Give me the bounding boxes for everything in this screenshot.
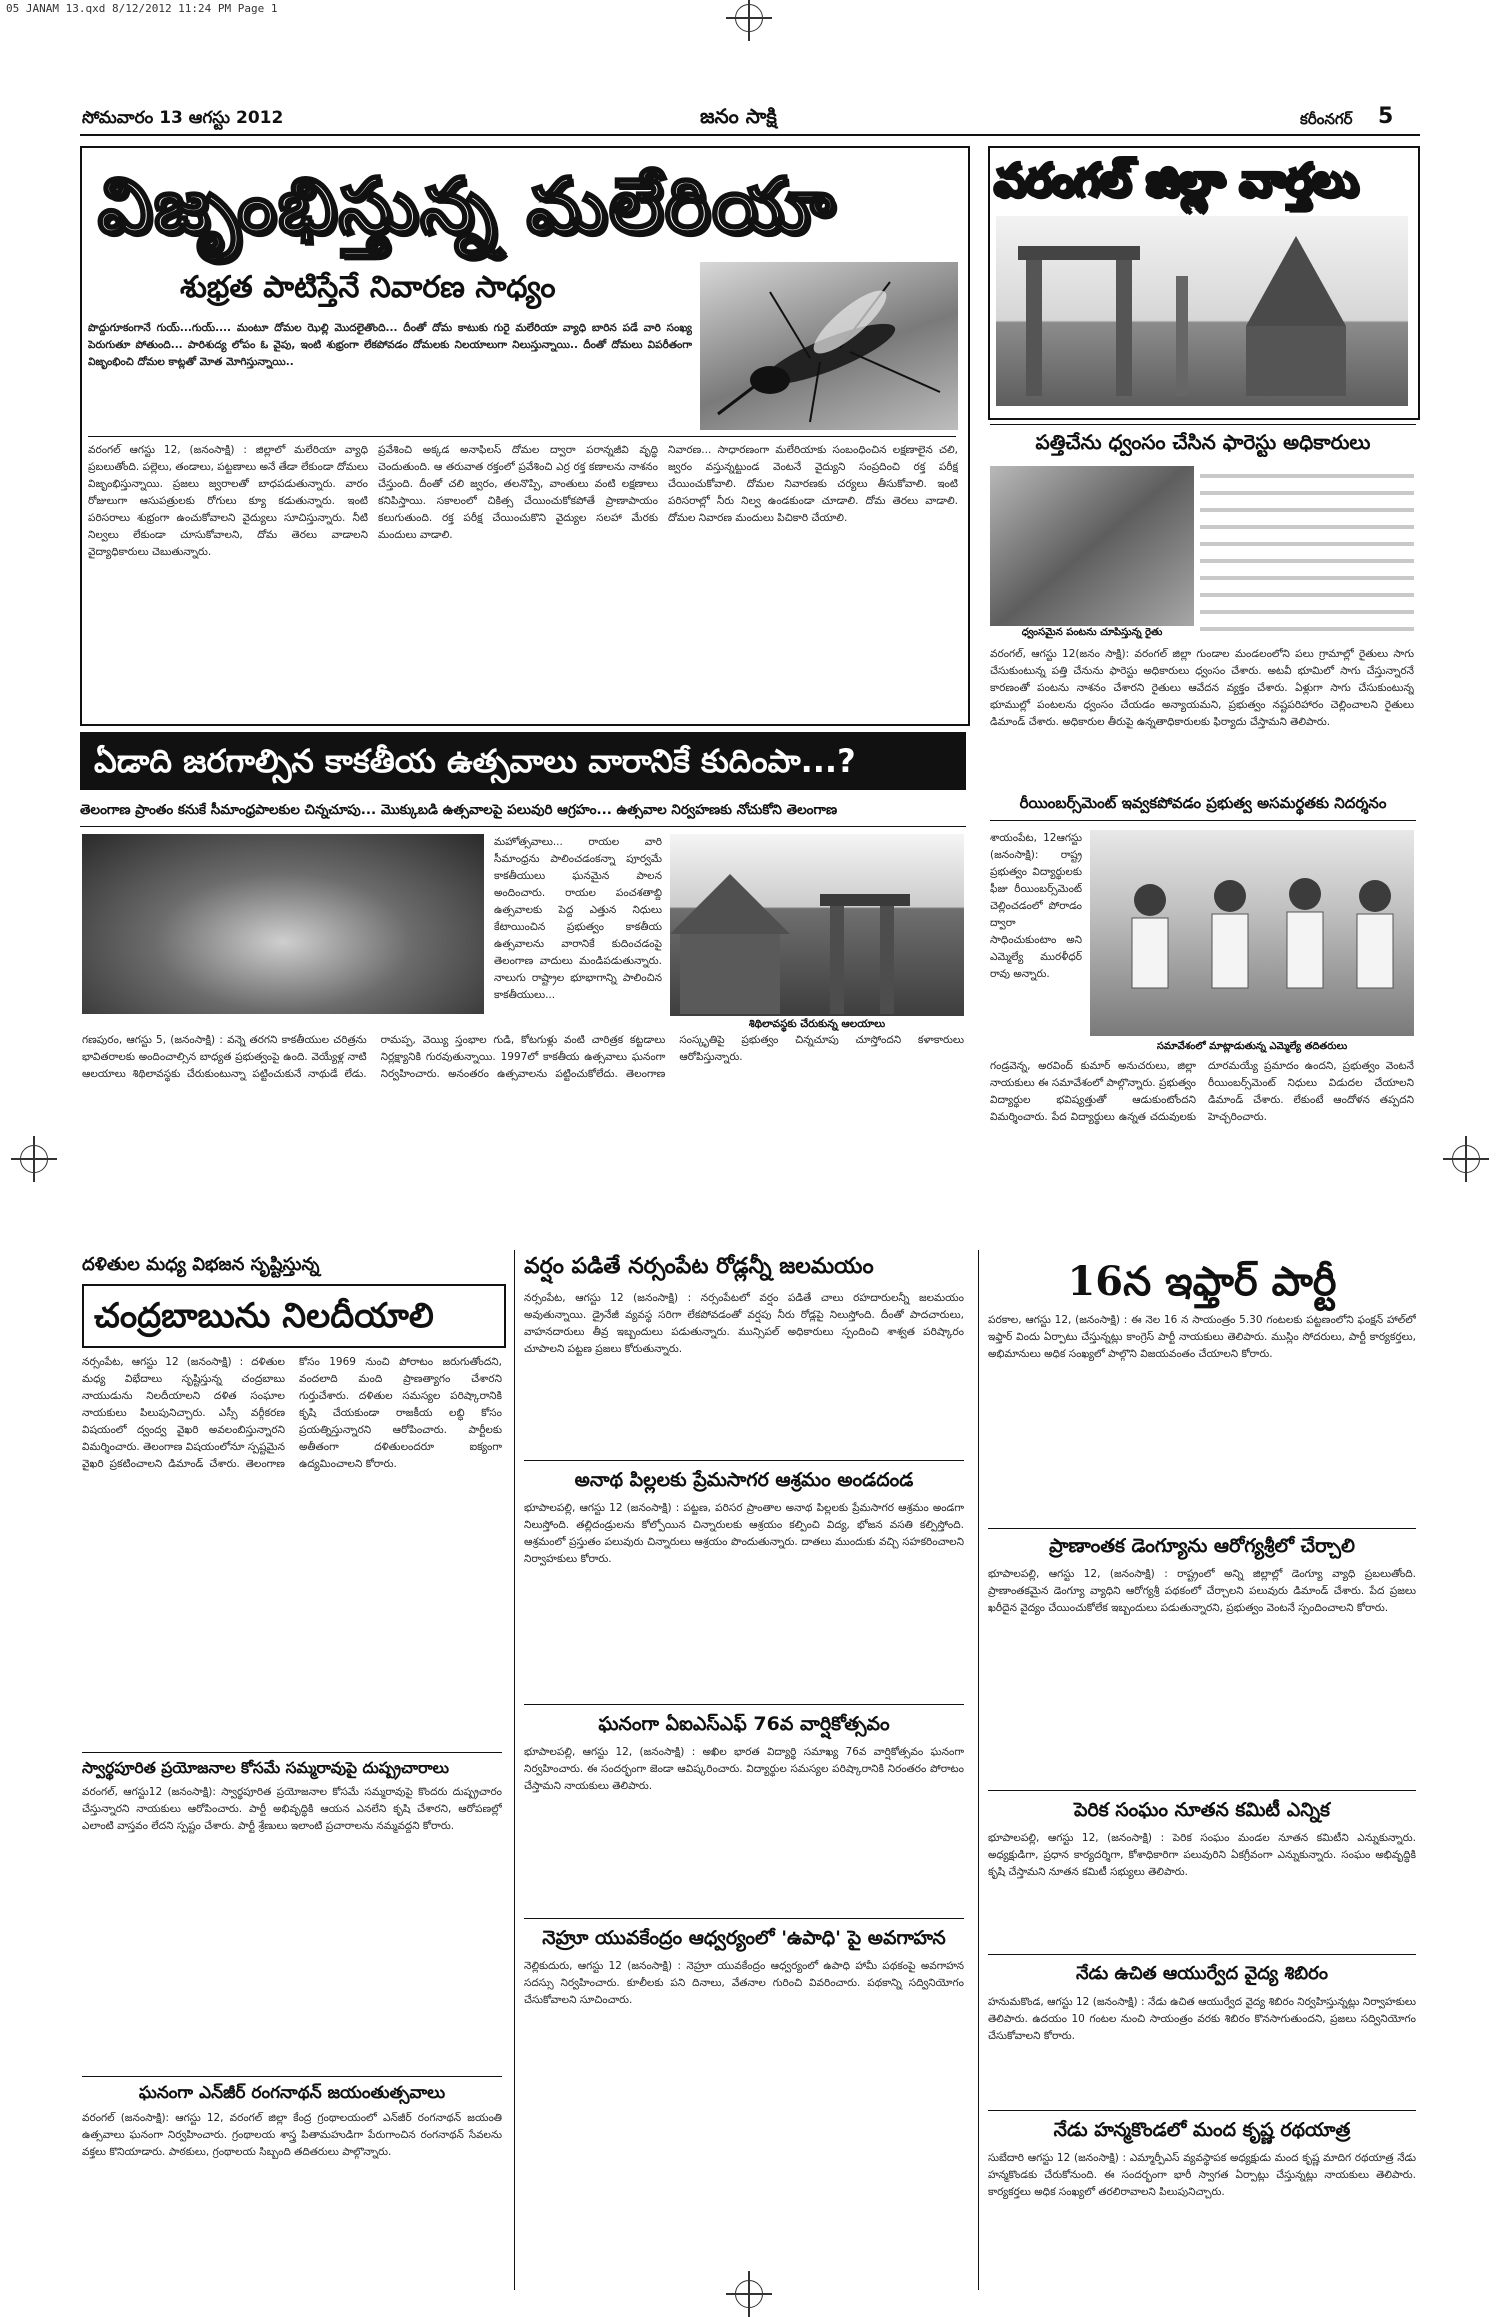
dengue-rule (988, 1790, 1416, 1791)
chandrababu-kicker: దళితుల మధ్య విభజన సృష్టిస్తున్న (82, 1254, 320, 1275)
issue-date: సోమవారం 13 ఆగస్టు 2012 (82, 108, 284, 128)
kakatiya-subline: తెలంగాణ ప్రాంతం కనుకే సీమాంధ్రపాలకుల చిన్నచూపు... మొక్కుబడి ఉత్సవాలపై పలువురి ఆగ్రహం... ఉత్సవాల నిర్వహణకు నోచుకోని తెలంగాణ (80, 802, 838, 818)
perika-rule (988, 1954, 1416, 1955)
forest-story-text-block (1200, 466, 1414, 642)
aisf-headline: ఘనంగా ఏఐఎస్‌ఎఫ్‌ 76వ వార్షికోత్సవం (598, 1713, 890, 1735)
chandrababu-body: నర్సంపేట, ఆగస్టు 12 (జనంసాక్షి) : దళితుల మధ్య విభేదాలు సృష్టిస్తున్న చంద్రబాబు నాయుడును నిలదీయాలని దళిత సంఘాల నాయకులు పిలుపునిచ్చారు. ఎస్సీ వర్గీకరణ విషయంలో ద్వంద్వ వైఖరి అవలంబిస్తున్నారని విమర్శించారు. తెలంగాణ విషయంలోనూ స్పష్టమైన వైఖరి ప్రకటించాలని డిమాండ్‌ చేశారు. తెలంగాణ కోసం 1969 నుంచి పోరాటం జరుగుతోందని, వందలాది మంది ప్రాణత్యాగం చేశారని గుర్తుచేశారు. దళితుల సమస్యల పరిష్కారానికి కృషి చేయకుండా రాజకీయ లబ్ధి కోసం ప్రయత్నిస్తున్నారని ఆరోపించారు. పార్టీలకు అతీతంగా దళితులందరూ ఐక్యంగా ఉద్యమించాలని కోరారు. (82, 1356, 502, 1470)
temple-ruins-photo (670, 834, 964, 1016)
registration-mark-left (20, 1145, 48, 1173)
reimbursement-rule (990, 820, 1416, 821)
warangal-title: వరంగల్‌ జిల్లా వార్తలు (994, 155, 1359, 206)
ranganath-headline: ఘనంగా ఎన్‌జీర్‌ రంగనాథన్‌ జయంతుత్సవాలు (138, 2083, 446, 2103)
ranganath-rule (82, 2076, 502, 2077)
chandrababu-title-box (82, 1284, 506, 1348)
rain-headline: వర్షం పడితే నర్సంపేట రోడ్లన్నీ జలమయం (524, 1254, 874, 1279)
page-number: 5 (1378, 104, 1394, 129)
ranganath-body: వరంగల్‌ (జనంసాక్షి): ఆగస్టు 12, వరంగల్‌ జిల్లా కేంద్ర గ్రంథాలయంలో ఎన్‌జీర్‌ రంగనాథన్‌ జయంతి ఉత్సవాలు ఘనంగా నిర్వహించారు. గ్రంథాలయ శాస్త్ర పితామహుడిగా పేరుగాంచిన రంగనాథన్‌ సేవలను వక్తలు కొనియాడారు. పాఠకులు, గ్రంథాలయ సిబ్బంది తదితరులు పాల్గొన్నారు. (82, 2112, 502, 2158)
perika-body: భూపాలపల్లి, ఆగస్టు 12, (జనంసాక్షి) : పెరిక సంఘం మండల నూతన కమిటీని ఎన్నుకున్నారు. అధ్యక్షుడిగా, ప్రధాన కార్యదర్శిగా, కోశాధికారిగా పలువురిని ఏకగ్రీవంగా ఎన్నుకున్నారు. సంఘం అభివృద్ధికి కృషి చేస్తామని నూతన కమిటీ సభ్యులు తెలిపారు. (988, 1832, 1416, 1878)
dengue-headline: ప్రాణాంతక డెంగ్యూను ఆరోగ్యశ్రీలో చేర్చాలి (1049, 1535, 1355, 1557)
reimbursement-meeting-photo (1090, 830, 1414, 1036)
paper-name: జనం సాక్షి (700, 104, 777, 128)
reimbursement-side: శాయంపేట, 12ఆగస్టు (జనంసాక్షి): రాష్ట్ర ప్రభుత్వం విద్యార్థులకు ఫీజు రీయింబర్స్‌మెంట్‌ చెల్లించడంలో పోరాడం ద్వారా సాధించుకుంటాం అని ఎమ్మెల్యే మురళీధర్‌ రావు అన్నారు. (990, 832, 1082, 980)
registration-mark-bottom (735, 2280, 763, 2308)
kakatiya-body-top: మహోత్సవాలు... రాయల వారి సీమాంధ్రను పాలించడంకన్నా పూర్వమే కాకతీయులు ఘనమైన పాలన అందించారు. రాయల పంచశతాబ్ది ఉత్సవాలకు పెద్ద ఎత్తున నిధులు కేటాయించిన ప్రభుత్వం కాకతీయ ఉత్సవాలను వారానికే కుదించడంపై తెలంగాణ వాదులు మండిపడుతున్నారు. నాలుగు రాష్ట్రాల భూభాగాన్ని పాలించిన కాకతీయులు... (494, 836, 662, 1001)
rain-rule (524, 1460, 964, 1461)
orphans-rule (524, 1704, 964, 1705)
rain-body: నర్సంపేట, ఆగస్టు 12 (జనంసాక్షి) : నర్సంపేటలో వర్షం పడితే చాలు రహదారులన్నీ జలమయం అవుతున్నాయి. డ్రైనేజీ వ్యవస్థ సరిగా లేకపోవడంతో వర్షపు నీరు రోడ్లపై నిలుస్తోంది. దీంతో పాదచారులు, వాహనదారులు తీవ్ర ఇబ్బందులు పడుతున్నారు. మున్సిపల్‌ అధికారులు స్పందించి శాశ్వత పరిష్కారం చూపాలని పట్టణ ప్రజలు కోరుతున్నారు. (524, 1292, 964, 1355)
kakatiya-subline-rule (80, 826, 966, 827)
aisf-body: భూపాలపల్లి, ఆగస్టు 12, (జనంసాక్షి) : అఖిల భారత విద్యార్థి సమాఖ్య 76వ వార్షికోత్సవం ఘనంగా నిర్వహించారు. ఈ సందర్భంగా జెండా ఆవిష్కరించారు. విద్యార్థుల సమస్యల పరిష్కారానికి నిరంతరం పోరాటం చేస్తామని నాయకులు తెలిపారు. (524, 1746, 964, 1792)
malaria-subtitle: శుభ్రత పాటిస్తేనే నివారణ సాధ్యం (180, 270, 556, 305)
chandrababu-title: చంద్రబాబును నిలదీయాలి (94, 1296, 434, 1336)
kakatiya-banner-text: ఏడాది జరగాల్సిన కాకతీయ ఉత్సవాలు వారానికే కుదింపా...? (94, 742, 856, 780)
mosquito-photo (700, 262, 958, 430)
iftar-body: పరకాల, ఆగస్టు 12, (జనంసాక్షి) : ఈ నెల 16 న సాయంత్రం 5.30 గంటలకు పట్టణంలోని ఫంక్షన్‌ హాల్‌లో ఇఫ్తార్‌ విందు ఏర్పాటు చేస్తున్నట్లు కాంగ్రెస్‌ పార్టీ నాయకులు తెలిపారు. ముస్లిం సోదరులు, పార్టీ కార్యకర్తలు, అభిమానులు అధిక సంఖ్యలో పాల్గొని విజయవంతం చేయాలని కోరారు. (988, 1314, 1416, 1360)
ayurveda-body: హనుమకొండ, ఆగస్టు 12 (జనంసాక్షి) : నేడు ఉచిత ఆయుర్వేద వైద్య శిబిరం నిర్వహిస్తున్నట్లు నిర్వాహకులు తెలిపారు. ఉదయం 10 గంటల నుంచి సాయంత్రం వరకు శిబిరం కొనసాగుతుందని, ప్రజలు సద్వినియోగం చేసుకోవాలని కోరారు. (988, 1996, 1416, 2042)
registration-mark-right (1452, 1145, 1480, 1173)
malaria-body-col3: నివారణ... సాధారణంగా మలేరియాకు సంబంధించిన లక్షణాలైన చలి, జ్వరం వస్తున్నట్టుండ వెంటనే వైద్యుని సంప్రదించి రక్త పరీక్ష చేయించుకోవాలి. దోమల నివారణకు చర్యలు తీసుకోవాలి. ఇంటి పరిసరాల్లో నీరు నిల్వ ఉండకుండా చూడాలి. దోమ తెరలు వాడాలి. దోమల నివారణ మందులు పిచికారి చేయాలి. (668, 444, 958, 524)
cotton-field-caption: ధ్వంసమైన పంటను చూపిస్తున్న రైతు (1021, 627, 1163, 638)
malaria-body-col1: వరంగల్‌ ఆగస్టు 12, (జనంసాక్షి) : జిల్లాలో మలేరియా వ్యాధి ప్రబలుతోంది. పల్లెలు, తండాలు, పట్టణాలు అనే తేడా లేకుండా దోమలు విజృంభిస్తున్నాయి. ప్రజలు జ్వరాలతో బాధపడుతున్నారు. వారం రోజులుగా ఆసుపత్రులకు రోగులు క్యూ కడుతున్నారు. ఇంటి పరిసరాలు శుభ్రంగా ఉంచుకోవాలని వైద్యులు సూచిస్తున్నారు. నీటి నిల్వలు లేకుండా చూసుకోవాలని, దోమ తెరలు వాడాలని వైద్యాధికారులు చెబుతున్నారు. (88, 444, 368, 558)
temple-ruins-caption: శిథిలావస్థకు చేరుకున్న ఆలయాలు (748, 1018, 886, 1030)
perika-headline: పెరిక సంఘం నూతన కమిటీ ఎన్నిక (1074, 1799, 1330, 1821)
reimbursement-body: గండ్రవెన్న, అరవింద్‌ కుమార్‌ అనుచరులు, జిల్లా నాయకులు ఈ సమావేశంలో పాల్గొన్నారు. ప్రభుత్వం విద్యార్థుల భవిష్యత్తుతో ఆడుకుంటోందని విమర్శించారు. పేద విద్యార్థులు ఉన్నత చదువులకు దూరమయ్యే ప్రమాదం ఉందని, ప్రభుత్వం వెంటనే రీయింబర్స్‌మెంట్‌ నిధులు విడుదల చేయాలని డిమాండ్‌ చేశారు. లేకుంటే ఆందోళన తప్పదని హెచ్చరించారు. (990, 1060, 1414, 1123)
malaria-title: విజృంభిస్తున్న మలేరియా (98, 161, 837, 250)
iftar-rule (988, 1528, 1416, 1529)
kakatiya-body-bottom: గణపురం, ఆగస్టు 5, (జనంసాక్షి) : వన్నె తరగని కాకతీయుల చరిత్రను భావితరాలకు అందించాల్సిన బాధ్యత ప్రభుత్వంపై ఉంది. వెయ్యేళ్ల నాటి ఆలయాలు శిథిలావస్థకు చేరుకుంటున్నా పట్టించుకునే నాథుడే లేడు. రామప్ప, వెయ్యి స్తంభాల గుడి, కోటగుళ్లు వంటి చారిత్రక కట్టడాలు నిర్లక్ష్యానికి గురవుతున్నాయి. 1997లో కాకతీయ ఉత్సవాలు ఘనంగా నిర్వహించారు. అనంతరం ఉత్సవాలను పట్టించుకోలేదు. తెలంగాణ సంస్కృతిపై ప్రభుత్వం చిన్నచూపు చూస్తోందని కళాకారులు ఆరోపిస్తున్నారు. (82, 1034, 964, 1080)
registration-mark-top (735, 4, 763, 32)
selfinterest-body: వరంగల్‌, ఆగస్టు12 (జనంసాక్షి): స్వార్థపూరిత ప్రయోజనాల కోసమే సమ్మరావుపై కొందరు దుష్ప్రచారం చేస్తున్నారని నాయకులు ఆరోపించారు. పార్టీ అభివృద్ధికి ఆయన ఎనలేని కృషి చేశారని, ఆరోపణల్లో ఎలాంటి వాస్తవం లేదని స్పష్టం చేశారు. పార్టీ శ్రేణులు ఇలాంటి ప్రచారాలను నమ్మవద్దని కోరారు. (82, 1786, 502, 1832)
kakatiya-banner (80, 732, 966, 790)
cotton-field-photo (990, 466, 1194, 626)
malaria-body-col2: ప్రవేశించి అక్కడ అనాఫిలస్‌ దోమల ద్వారా పరాన్నజీవి వృద్ధి చెందుతుంది. ఆ తరువాత రక్తంలో ప్రవేశించి ఎర్ర రక్త కణాలను నాశనం చేస్తుంది. దీంతో చలి జ్వరం, తలనొప్పి, వాంతులు వంటి లక్షణాలు కనిపిస్తాయి. సకాలంలో చికిత్స చేయించుకోకపోతే ప్రాణాపాయం కలుగుతుంది. రక్త పరీక్ష చేయించుకొని వైద్యుల సలహా మేరకు మందులు వాడాలి. (378, 444, 658, 541)
forest-story-headline: పత్తిచేను ధ్వంసం చేసిన ఫారెస్టు అధికారులు (1035, 430, 1371, 454)
nehru-body: నెల్లికుదురు, ఆగస్టు 12 (జనంసాక్షి) : నెహ్రూ యువకేంద్రం ఆధ్వర్యంలో ఉపాధి హామీ పథకంపై అవగాహన సదస్సు నిర్వహించారు. కూలీలకు పని దినాలు, వేతనాల గురించి వివరించారు. పథకాన్ని సద్వినియోగం చేసుకోవాలని సూచించారు. (524, 1960, 964, 2006)
forest-story-body: వరంగల్‌, ఆగస్టు 12(జనం సాక్షి): వరంగల్‌ జిల్లా గుండాల మండలంలోని పలు గ్రామాల్లో రైతులు సాగు చేసుకుంటున్న పత్తి చేనును ఫారెస్టు అధికారులు ధ్వంసం చేశారు. అటవీ భూమిలో సాగు చేస్తున్నారనే కారణంతో పంటను నాశనం చేశారని రైతులు ఆవేదన వ్యక్తం చేశారు. ఏళ్లుగా సాగు చేసుకుంటున్న భూముల్లో పంటలను ధ్వంసం చేయడం అన్యాయమని, ప్రభుత్వం నష్టపరిహారం చెల్లించాలని రైతులు డిమాండ్‌ చేశారు. అధికారుల తీరుపై ఉన్నతాధికారులకు ఫిర్యాదు చేస్తామని తెలిపారు. (990, 648, 1414, 728)
nehru-headline: నెహ్రూ యువకేంద్రం ఆధ్వర్యంలో 'ఉపాధి' పై అవగాహన (542, 1927, 946, 1949)
kakatiya-arch-icon (996, 216, 1408, 406)
krishna-body: సుబేదారి ఆగస్టు 12 (జనంసాక్షి) : ఎమ్మార్పీఎస్‌ వ్యవస్థాపక అధ్యక్షుడు మంద కృష్ణ మాదిగ రథయాత్ర నేడు హన్మకొండకు చేరుకోనుంది. ఈ సందర్భంగా భారీ స్వాగత ఏర్పాట్లు చేస్తున్నట్లు నాయకులు తెలిపారు. కార్యకర్తలు అధిక సంఖ్యలో తరలిరావాలని పిలుపునిచ్చారు. (988, 2152, 1416, 2198)
ayurveda-headline: నేడు ఉచిత ఆయుర్వేద వైద్య శిబిరం (1076, 1963, 1328, 1984)
masthead-rule (80, 134, 1420, 136)
temple-ruins-icon (670, 834, 964, 1016)
column-rule-1 (514, 1250, 515, 2290)
orphans-headline: అనాథ పిల్లలకు ప్రేమసాగర ఆశ్రమం అండదండ (574, 1469, 914, 1491)
column-rule-2 (978, 1250, 979, 2290)
meeting-people-icon (1090, 830, 1414, 1036)
ayurveda-rule (988, 2110, 1416, 2111)
selfinterest-rule (82, 1752, 502, 1753)
reimbursement-headline: రీయింబర్స్‌మెంట్‌ ఇవ్వకపోవడం ప్రభుత్వ అసమర్థతకు నిదర్శనం (1019, 794, 1387, 812)
malaria-intro: పొద్దుగూకంగానే గుయ్‌...గుయ్‌.... మంటూ దోమల ఝెల్లి మొదలైతొంది... దీంతో దోమ కాటుకు గురై మలేరియా వ్యాధి బారిన పడే వారి సంఖ్య పెరుగుతూ పోతుంది... పారిశుద్య లోపం ఓ వైపు, ఇంటి శుభ్రంగా లేకపోవడం దోమలకు నిలయాలుగా నిలుస్తున్నాయి.. దీంతో దోమలు విపరీతంగా విజృంభించి దోమల కాట్లతో మోత మోగిస్తున్నాయి.. (88, 322, 692, 368)
krishna-headline: నేడు హన్మకొండలో మంద కృష్ణ రథయాత్ర (1053, 2119, 1351, 2141)
selfinterest-headline: స్వార్థపూరిత ప్రయోజనాల కోసమే సమ్మరావుపై దుష్ప్రచారాలు (82, 1759, 449, 1777)
mosquito-icon (700, 262, 958, 430)
forest-story-rule (990, 424, 1416, 425)
dengue-body: భూపాలపల్లి, ఆగస్టు 12, (జనంసాక్షి) : రాష్ట్రంలో అన్ని జిల్లాల్లో డెంగ్యూ వ్యాధి ప్రబలుతోంది. ప్రాణాంతకమైన డెంగ్యూ వ్యాధిని ఆరోగ్యశ్రీ పథకంలో చేర్చాలని పలువురు డిమాండ్‌ చేశారు. పేద ప్రజలు ఖరీదైన వైద్యం చేయించుకోలేక ఇబ్బందులు పడుతున్నారని, ప్రభుత్వం వెంటనే స్పందించాలని కోరారు. (988, 1568, 1416, 1614)
edition-name: కరీంనగర్ (1300, 110, 1353, 128)
temple-interior-photo (82, 834, 484, 1014)
warangal-fort-photo (996, 216, 1408, 406)
malaria-intro-rule (88, 436, 956, 437)
file-slug: 05 JANAM 13.qxd 8/12/2012 11:24 PM Page 1 (6, 2, 278, 15)
forest-story-body-right (1200, 466, 1414, 642)
orphans-body: భూపాలపల్లి, ఆగస్టు 12 (జనంసాక్షి) : పట్టణ, పరిసర ప్రాంతాల అనాథ పిల్లలకు ప్రేమసాగర ఆశ్రమం అండగా నిలుస్తోంది. తల్లిదండ్రులను కోల్పోయిన చిన్నారులకు ఆశ్రయం కల్పించి విద్య, భోజన వసతి కల్పిస్తోంది. ఆశ్రమంలో ప్రస్తుతం పలువురు చిన్నారులు ఆశ్రయం పొందుతున్నారు. దాతలు ముందుకు వచ్చి సహకరించాలని నిర్వాహకులు కోరారు. (524, 1502, 964, 1565)
aisf-rule (524, 1918, 964, 1919)
iftar-headline: 16న ఇఫ్తార్‌ పార్టీ (1067, 1258, 1337, 1305)
reimbursement-caption: సమావేశంలో మాట్లాడుతున్న ఎమ్మెల్యే తదితరులు (1156, 1041, 1348, 1052)
